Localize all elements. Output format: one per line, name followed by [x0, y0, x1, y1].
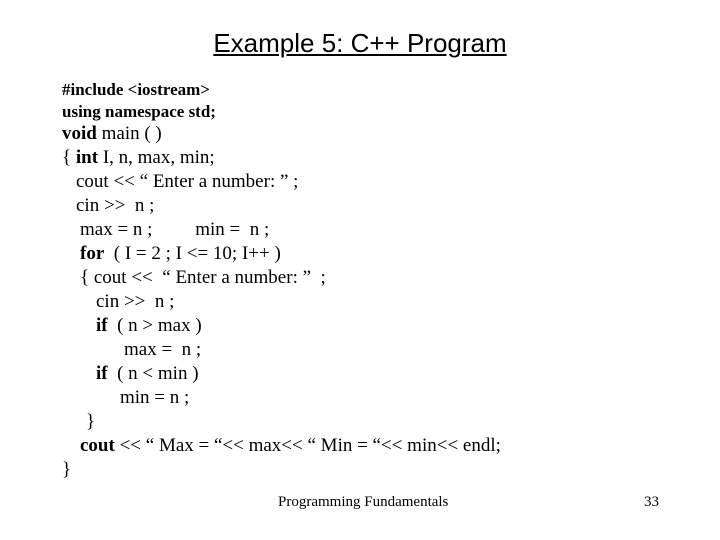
page-number: 33 [644, 494, 659, 510]
code-text: { [62, 147, 76, 168]
code-keyword: void [62, 123, 97, 144]
code-text: main ( ) [96, 123, 162, 144]
code-text: using namespace std; [62, 102, 216, 121]
code-text: min = n ; [120, 387, 190, 408]
code-text: max = n ; min = n ; [80, 219, 270, 240]
code-keyword: int [75, 147, 99, 168]
code-text: { cout << “ Enter a number: ” ; [80, 267, 326, 288]
code-text: } [86, 411, 96, 432]
code-line [96, 362, 199, 386]
code-text: cin >> n ; [96, 291, 175, 312]
code-line [80, 266, 326, 290]
code-keyword: cout [80, 435, 115, 456]
code-line [80, 218, 269, 242]
code-text: I, n, max, min; [98, 147, 215, 168]
code-line [124, 338, 201, 362]
code-line [62, 78, 210, 102]
code-text: max = n ; [124, 339, 202, 360]
slide-footer: Programming Fundamentals [278, 494, 449, 510]
code-keyword: if [96, 363, 108, 384]
code-text: cout << “ Enter a number: ” ; [76, 171, 299, 192]
code-line [76, 194, 154, 218]
code-text: << “ Max = “<< max<< “ Min = “<< min<< endl; [114, 435, 501, 456]
code-text: #include <iostream> [62, 80, 210, 99]
code-line [62, 122, 162, 146]
code-text: ( I = 2 ; I <= 10; I++ ) [104, 243, 281, 264]
code-line [96, 290, 174, 314]
code-line [80, 434, 501, 458]
code-line [80, 242, 281, 266]
code-line [86, 410, 95, 434]
code-line [62, 100, 216, 124]
slide-title: Example 5: C++ Program [213, 28, 507, 58]
code-text: ( n < min ) [107, 363, 199, 384]
code-keyword: if [96, 315, 108, 336]
code-text: cin >> n ; [76, 195, 155, 216]
code-line [76, 170, 298, 194]
code-line [96, 314, 202, 338]
code-line [62, 146, 215, 170]
code-line [62, 458, 71, 482]
code-text: } [62, 459, 72, 480]
code-keyword: for [80, 243, 105, 264]
code-line [120, 386, 189, 410]
code-text: ( n > max ) [107, 315, 202, 336]
